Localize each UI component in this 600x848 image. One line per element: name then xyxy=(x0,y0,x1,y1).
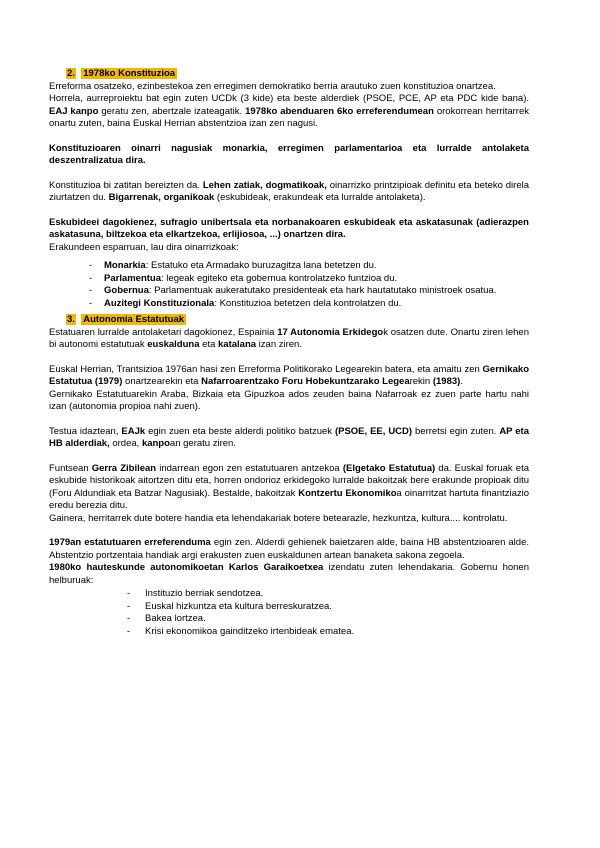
institutions-list xyxy=(49,260,529,310)
section-2-number: 2. xyxy=(67,68,75,79)
section-3-number: 3. xyxy=(67,314,75,325)
s3-paragraph-4: Testua idaztean, EAJk egin zuen eta beste alderdi politiko batzuek (PSOE, EE, UCD) berretsi egin zuten. AP eta HB alderdiak, ordea, kanpoan geratu ziren. xyxy=(49,425,529,449)
goals-list xyxy=(49,588,529,638)
list-item: - Monarkia: Estatuko eta Armadako buruzagitza lana betetzen du. xyxy=(89,260,377,271)
section-2-heading xyxy=(49,68,529,81)
section-3-heading xyxy=(49,314,529,327)
list-item: - Auzitegi Konstituzionala: Konstituzioa betetzen dela kontrolatzen du. xyxy=(89,297,402,309)
section-2-title: 1978ko Konstituzioa xyxy=(83,68,176,79)
section-3-title: Autonomia Estatutuak xyxy=(83,314,185,325)
list-item: - Bakea lortzea. xyxy=(127,613,206,624)
s3-paragraph-7: 1979an estatutuaren erreferenduma egin zen. Alderdi gehienek baietzaren alde, baina HB abstentzioaren alde. Abstentzio portzentaia handiak argi erakusten zuen euskaldunen artean banaketa sakona zegoela. xyxy=(49,537,529,561)
s3-paragraph-2: Euskal Herrian, Trantsizioa 1976an hasi zen Erreforma Politikorako Legearekin batera, eta amaitu zen Gernikako Estatutua (1979) onartzearekin eta Nafarroarentzako Foru Hobekuntzarako Legearekin (1983). xyxy=(49,363,529,387)
s3-paragraph-3: Gernikako Estatutuarekin Araba, Bizkaia eta Gipuzkoa ados zeuden baina Nafarroak ez zuen parte hartu nahi izan (autonomia propioa nahi zuen). xyxy=(49,388,529,412)
s2-paragraph-1: Erreforma osatzeko, ezinbestekoa zen erregimen demokratiko berria arautuko zuen konstituzioa onartzea. xyxy=(49,80,496,92)
list-item: - Instituzio berriak sendotzea. xyxy=(127,588,264,599)
s2-paragraph-3: Konstituzioaren oinarri nagusiak monarkia, erregimen parlamentarioa eta lurralde antolaketa deszentralizatua dira. xyxy=(49,142,529,166)
list-item: - Gobernua: Parlamentuak aukeratutako presidenteak eta hark hautatutako ministroek osatua. xyxy=(89,285,497,296)
s2-paragraph-5: Eskubideei dagokienez, sufragio unibertsala eta norbanakoaren eskubideak eta askatasunak (adierazpen askatasuna, biltzekoa eta elkartzekoa, erlijiosoa, ...) onartzen dira. xyxy=(49,216,529,240)
s3-paragraph-5: Funtsean Gerra Zibilean indarrean egon zen estatutuaren antzekoa (Elgetako Estatutua) da. Euskal foruak eta eskubide historikoak aitortzen ditu eta, horren ondorioz erkidegoko lurralde bakoitzak bere erakunde propioak ditu (Foru Aldundiak eta Batzar Nagusiak). Bestalde, bakoitzak Kontzertu Ekonomikoa oinarritzat hartuta finantziazio eredu berezia ditu. xyxy=(49,462,530,511)
s3-paragraph-6: Gainera, herritarrek dute botere handia eta lehendakariak botere betearazle, hezkuntza, kultura.... kontrolatu. xyxy=(49,512,508,524)
list-item: - Parlamentua: legeak egiteko eta gobernua kontrolatzeko funtzioa du. xyxy=(89,272,398,284)
list-item: - Euskal hizkuntza eta kultura berreskuratzea. xyxy=(127,600,332,612)
s2-paragraph-2: Horrela, aurreproiektu bat egin zuten UCDk (3 kide) eta beste alderdiek (PSOE, PCE, AP eta PDC kide bana). EAJ kanpo geratu zen, abertzale izateagatik. 1978ko abenduaren 6ko erreferendumean orokorrean herritarrek onartu zuten, baina Euskal Herrian abstentzioa izan zen nagusi. xyxy=(49,93,529,129)
document-page xyxy=(49,68,529,638)
s3-paragraph-8: 1980ko hauteskunde autonomikoetan Karlos Garaikoetxea izendatu zuten lehendakaria. Gobernu honen helburuak: xyxy=(49,562,529,586)
list-item: - Krisi ekonomikoa gainditzeko irtenbideak ematea. xyxy=(127,625,355,637)
s2-paragraph-4: Konstituzioa bi zatitan bereizten da. Lehen zatiak, dogmatikoak, oinarrizko printzipioak definitu eta beteko direla ziurtatzen du. Bigarrenak, organikoak (eskubideak, erakundeak eta lurralde antolaketa). xyxy=(49,179,530,203)
s3-paragraph-1: Estatuaren lurralde antolaketari dagokionez, Espainia 17 Autonomia Erkidegok osatzen dute. Onartu ziren lehen bi autonomi estatutuak euskalduna eta katalana izan ziren. xyxy=(49,326,529,350)
s2-paragraph-6: Erakundeen esparruan, lau dira oinarrizkoak: xyxy=(49,241,239,253)
